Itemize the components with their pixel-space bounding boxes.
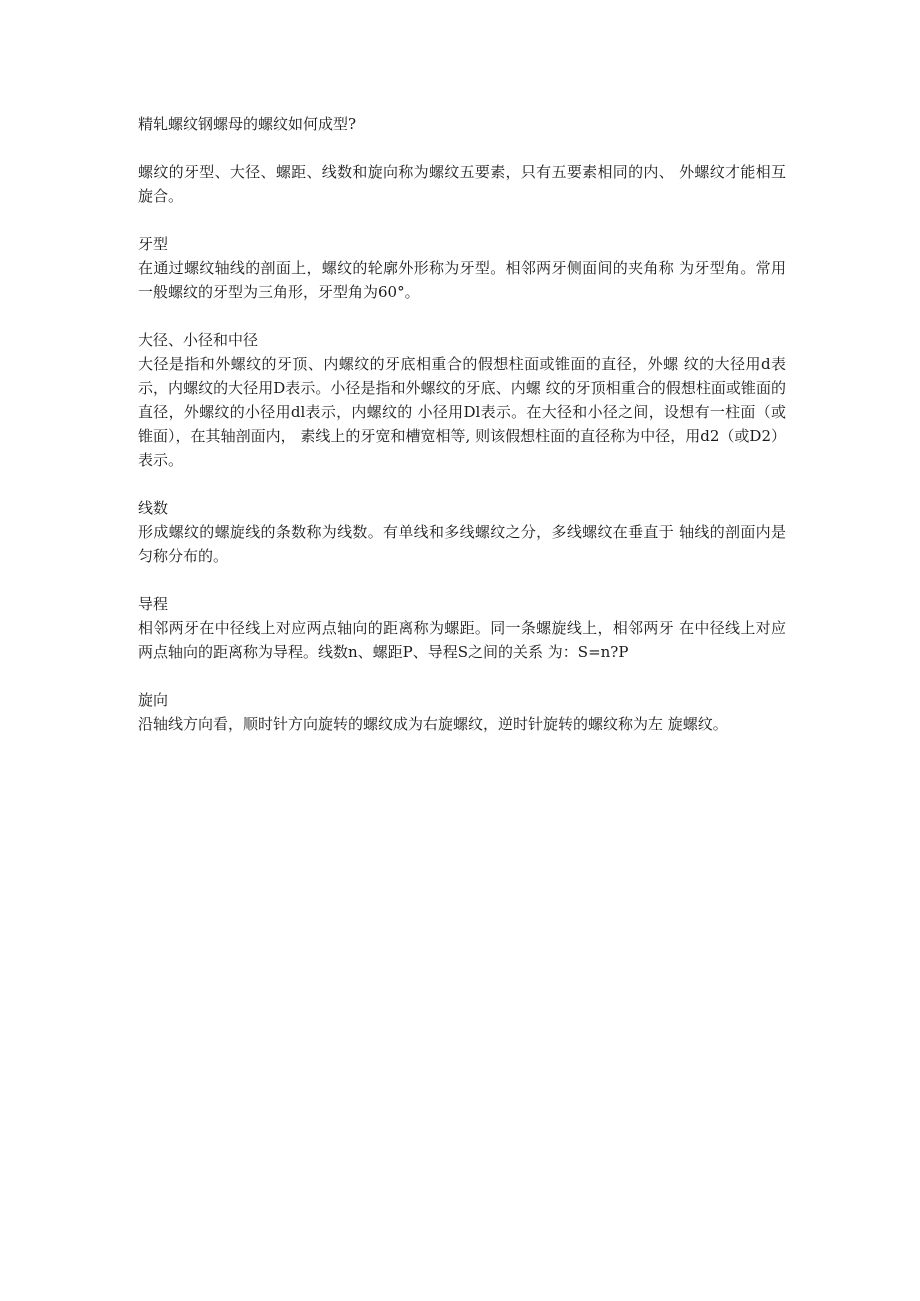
document-title: 精轧螺纹钢螺母的螺纹如何成型? [138,115,357,133]
section-body: 形成螺纹的螺旋线的条数称为线数。有单线和多线螺纹之分，多线螺纹在垂直于 轴线的剖面内是匀称分布的。 [138,523,786,565]
section-thread-profile [138,232,786,304]
section-body: 在通过螺纹轴线的剖面上，螺纹的轮廓外形称为牙型。相邻两牙侧面间的夹角称 为牙型角。常用一般螺纹的牙型为三角形，牙型角为60°。 [138,259,786,301]
document-page [138,112,786,760]
section-heading: 大径、小径和中径 [138,331,259,349]
section-direction [138,688,786,736]
section-body: 大径是指和外螺纹的牙顶、内螺纹的牙底相重合的假想柱面或锥面的直径，外螺 纹的大径用d表示，内螺纹的大径用D表示。小径是指和外螺纹的牙底、内螺 纹的牙顶相重合的假想柱面或锥面的直径，外螺纹的小径用dl表示，内螺纹的 小径用Dl表示。在大径和小径之间，设想有一柱面（或锥面），在其轴剖面内， 素线上的牙宽和槽宽相等, 则该假想柱面的直径称为中径，用d2（或D2）表示。 [138,355,786,469]
section-heading: 旋向 [138,691,169,709]
section-body: 相邻两牙在中径线上对应两点轴向的距离称为螺距。同一条螺旋线上，相邻两牙 在中径线上对应两点轴向的距离称为导程。线数n、螺距P、导程S之间的关系 为：S=n?P [138,619,786,661]
intro-paragraph: 螺纹的牙型、大径、螺距、线数和旋向称为螺纹五要素，只有五要素相同的内、 外螺纹才能相互旋合。 [138,163,786,205]
section-thread-count [138,496,786,568]
section-heading: 牙型 [138,235,169,253]
section-body: 沿轴线方向看，顺时针方向旋转的螺纹成为右旋螺纹，逆时针旋转的螺纹称为左 旋螺纹。 [138,715,728,733]
section-diameters [138,328,786,472]
section-lead [138,592,786,664]
section-heading: 线数 [138,499,169,517]
section-heading: 导程 [138,595,169,613]
